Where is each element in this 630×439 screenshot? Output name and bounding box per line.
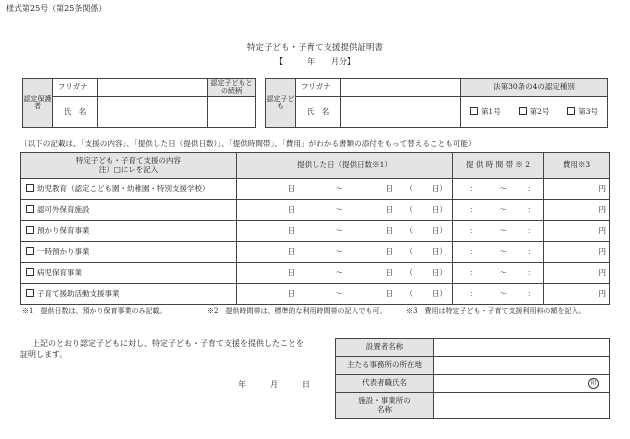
guardian-table: [22, 78, 256, 128]
guardian-name-input[interactable]: [98, 97, 208, 128]
service-label: 病児保育事業: [37, 268, 82, 278]
period: 【 年 月分】: [275, 57, 355, 66]
days-cell[interactable]: 日 〜 日 （ 日）: [237, 200, 453, 221]
founder-name-input[interactable]: [434, 339, 610, 357]
guardian-label: 認定保護者: [23, 79, 53, 128]
checkbox-icon[interactable]: [26, 289, 34, 297]
cert-day-label: 日: [302, 380, 310, 389]
checkbox-icon[interactable]: [26, 184, 34, 192]
service-item[interactable]: [21, 221, 237, 242]
days-cell[interactable]: 日 〜 日 （ 日）: [237, 221, 453, 242]
service-item[interactable]: [21, 242, 237, 263]
service-item[interactable]: [21, 284, 237, 305]
checkbox-icon[interactable]: [567, 107, 575, 115]
time-cell[interactable]: ： 〜 ：: [453, 179, 544, 200]
facility-table: [335, 338, 610, 419]
days-cell[interactable]: 日 〜 日 （ 日）: [237, 179, 453, 200]
checkbox-icon[interactable]: [26, 205, 34, 213]
checkbox-icon[interactable]: [26, 268, 34, 276]
checkbox-icon[interactable]: [519, 107, 527, 115]
relationship-input[interactable]: [208, 97, 256, 128]
footnote-1: ※1 提供日数は、預かり保育事業のみ記載。: [22, 307, 167, 315]
cert-type-1[interactable]: 第1号: [461, 107, 510, 116]
form-title: 特定子ども・子育て支援提供証明書: [246, 43, 383, 53]
representative-label: 代表者職氏名: [336, 375, 434, 393]
table-row: [21, 200, 610, 221]
cert-type-header: 法第30条の4の認定種別: [461, 79, 608, 97]
service-label: 一時預かり事業: [37, 247, 90, 257]
fee-cell[interactable]: 円: [544, 284, 610, 305]
table-row: [21, 242, 610, 263]
service-label: 認可外保育施設: [37, 205, 90, 215]
table-row: [21, 221, 610, 242]
service-table: [20, 152, 610, 305]
service-label: 幼児教育（認定こども園・幼稚園・特別支援学校）: [37, 184, 210, 194]
child-furigana-label: フリガナ: [296, 79, 341, 97]
office-address-input[interactable]: [434, 357, 610, 375]
guardian-name-label: 氏 名: [53, 97, 98, 128]
relationship-label: 認定子どもとの続柄: [208, 79, 256, 97]
certification-line-1: 上記のとおり認定子どもに対し、特定子ども・子育て支援を提供したことを: [32, 339, 304, 348]
table-row: [21, 284, 610, 305]
cert-month-label: 月: [270, 380, 278, 389]
checkbox-icon[interactable]: [26, 247, 34, 255]
attachment-note: （以下の記載は、「支援の内容」、「提供した日（提供日数）」、「提供時間帯」、「費用」がわかる書類の添付をもって替えることも可能）: [20, 139, 476, 148]
service-item[interactable]: [21, 263, 237, 284]
table-row: [21, 179, 610, 200]
cert-year-label: 年: [238, 380, 246, 389]
fee-header: 費用※3: [544, 153, 610, 179]
fee-cell[interactable]: 円: [544, 200, 610, 221]
guardian-furigana-label: フリガナ: [53, 79, 98, 97]
footnote-2: ※2 提供時間帯は、標準的な利用時間帯の記入でも可。: [207, 307, 387, 315]
child-label: 認定子ども: [266, 79, 296, 128]
fee-cell[interactable]: 円: [544, 242, 610, 263]
checkbox-icon[interactable]: [470, 107, 478, 115]
child-table: [265, 78, 608, 128]
time-cell[interactable]: ： 〜 ：: [453, 221, 544, 242]
service-label: 預かり保育事業: [37, 226, 90, 236]
content-header: 特定子ども・子育て支援の内容 注）□にレを記入: [21, 153, 237, 179]
facility-name-input[interactable]: [434, 393, 610, 419]
time-cell[interactable]: ： 〜 ：: [453, 200, 544, 221]
founder-name-label: 設置者名称: [336, 339, 434, 357]
checkbox-icon[interactable]: [26, 226, 34, 234]
time-header: 提 供 時 間 帯 ※ 2: [453, 153, 544, 179]
child-furigana-input[interactable]: [341, 79, 461, 97]
footnote-3: ※3 費用は特定子ども・子育て支援利用料の額を記入。: [406, 307, 586, 315]
certification-line-2: 証明します。: [20, 350, 68, 359]
office-address-label: 主たる事務所の所在地: [336, 357, 434, 375]
cert-type-options: [461, 97, 608, 128]
time-cell[interactable]: ： 〜 ：: [453, 284, 544, 305]
service-item[interactable]: [21, 179, 237, 200]
days-header: 提供した日（提供日数※1）: [237, 153, 453, 179]
days-cell[interactable]: 日 〜 日 （ 日）: [237, 242, 453, 263]
facility-name-label: 施設・事業所の名称: [336, 393, 434, 419]
days-cell[interactable]: 日 〜 日 （ 日）: [237, 263, 453, 284]
table-row: [21, 263, 610, 284]
cert-type-3[interactable]: 第3号: [558, 107, 607, 116]
time-cell[interactable]: ： 〜 ：: [453, 242, 544, 263]
cert-type-2[interactable]: 第2号: [510, 107, 559, 116]
service-label: 子育て援助活動支援事業: [37, 289, 120, 299]
representative-input[interactable]: [434, 375, 610, 393]
form-number: 様式第25号（第25条関係）: [6, 4, 107, 13]
fee-cell[interactable]: 円: [544, 221, 610, 242]
fee-cell[interactable]: 円: [544, 263, 610, 284]
days-cell[interactable]: 日 〜 日 （ 日）: [237, 284, 453, 305]
time-cell[interactable]: ： 〜 ：: [453, 263, 544, 284]
fee-cell[interactable]: 円: [544, 179, 610, 200]
service-item[interactable]: [21, 200, 237, 221]
seal-icon: 印: [588, 378, 599, 389]
child-name-label: 氏 名: [296, 97, 341, 128]
child-name-input[interactable]: [341, 97, 461, 128]
guardian-furigana-input[interactable]: [98, 79, 208, 97]
